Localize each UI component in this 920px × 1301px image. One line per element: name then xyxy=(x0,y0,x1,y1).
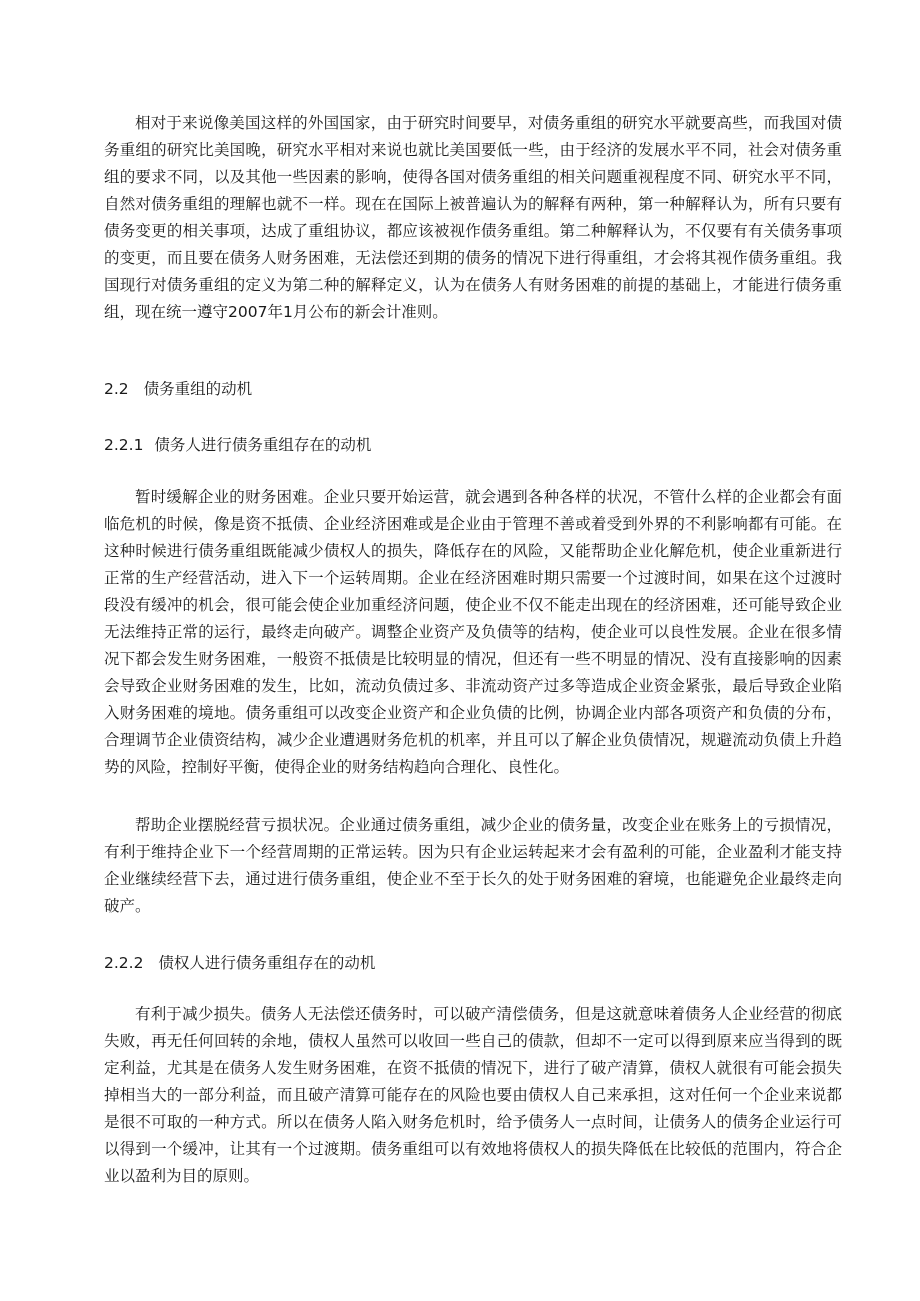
paragraph-debtor-motive-relief: 暂时缓解企业的财务困难。企业只要开始运营，就会遇到各种各样的状况，不管什么样的企业都会有面临危机的时候，像是资不抵债、企业经济困难或是企业由于管理不善或着受到外界的不利影响都有可能。在这种时候进行债务重组既能减少债权人的损失，降低存在的风险，又能帮助企业化解危机，使企业重新进行正常的生产经营活动，进入下一个运转周期。企业在经济困难时期只需要一个过渡时间，如果在这个过渡时段没有缓冲的机会，很可能会使企业加重经济问题，使企业不仅不能走出现在的经济困难，还可能导致企业无法维持正常的运行，最终走向破产。调整企业资产及负债等的结构，使企业可以良性发展。企业在很多情况下都会发生财务困难，一般资不抵债是比较明显的情况，但还有一些不明显的情况、没有直接影响的因素会导致企业财务困难的发生，比如，流动负债过多、非流动资产过多等造成企业资金紧张，最后导致企业陷入财务困难的境地。债务重组可以改变企业资产和企业负债的比例，协调企业内部各项资产和负债的分布，合理调节企业债资结构，减少企业遭遇财务危机的机率，并且可以了解企业负债情况，规避流动负债上升趋势的风险，控制好平衡，使得企业的财务结构趋向合理化、良性化。 xyxy=(104,488,842,776)
paragraph-creditor-motive: 有利于减少损失。债务人无法偿还债务时，可以破产清偿债务，但是这就意味着债务人企业经营的彻底失败，再无任何回转的余地，债权人虽然可以收回一些自己的债款，但却不一定可以得到原来应当得到的既定利益，尤其是在债务人发生财务困难，在资不抵债的情况下，进行了破产清算，债权人就很有可能会损失掉相当大的一部分利益，而且破产清算可能存在的风险也要由债权人自己来承担，这对任何一个企业来说都是很不可取的一种方式。所以在债务人陷入财务危机时，给予债务人一点时间，让债务人的债务企业运行可以得到一个缓冲，让其有一个过渡期。债务重组可以有效地将债权人的损失降低在比较低的范围内，符合企业以盈利为目的原则。 xyxy=(104,1005,842,1185)
section-heading-2-2 xyxy=(104,376,842,403)
section-title: 债务人进行债务重组存在的动机 xyxy=(154,436,372,454)
section-heading-2-2-1 xyxy=(104,432,842,459)
section-title: 债务重组的动机 xyxy=(143,380,253,398)
section-number: 2.2.2 xyxy=(104,954,144,972)
section-number: 2.2.1 xyxy=(104,436,144,454)
section-number: 2.2 xyxy=(104,380,129,398)
paragraph-debt-restructuring-definition: 相对于来说像美国这样的外国国家，由于研究时间要早，对债务重组的研究水平就要高些，而我国对债务重组的研究比美国晚，研究水平相对来说也就比美国要低一些，由于经济的发展水平不同，社会对债务重组的要求不同，以及其他一些因素的影响，使得各国对债务重组的相关问题重视程度不同、研究水平不同，自然对债务重组的理解也就不一样。现在在国际上被普遍认为的解释有两种，第一种解释认为，所有只要有债务变更的相关事项，达成了重组协议，都应该被视作债务重组。第二种解释认为，不仅要有有关债务事项的变更，而且要在债务人财务困难，无法偿还到期的债务的情况下进行得重组，才会将其视作债务重组。我国现行对债务重组的定义为第二种的解释定义，认为在债务人有财务困难的前提的基础上，才能进行债务重组，现在统一遵守2007年1月公布的新会计准则。 xyxy=(104,114,842,321)
section-heading-2-2-2 xyxy=(104,950,842,977)
section-title: 债权人进行债务重组存在的动机 xyxy=(158,954,376,972)
paragraph-debtor-motive-loss: 帮助企业摆脱经营亏损状况。企业通过债务重组，减少企业的债务量，改变企业在账务上的亏损情况，有利于维持企业下一个经营周期的正常运转。因为只有企业运转起来才会有盈利的可能，企业盈利才能支持企业继续经营下去，通过进行债务重组，使企业不至于长久的处于财务困难的窘境，也能避免企业最终走向破产。 xyxy=(104,816,842,915)
